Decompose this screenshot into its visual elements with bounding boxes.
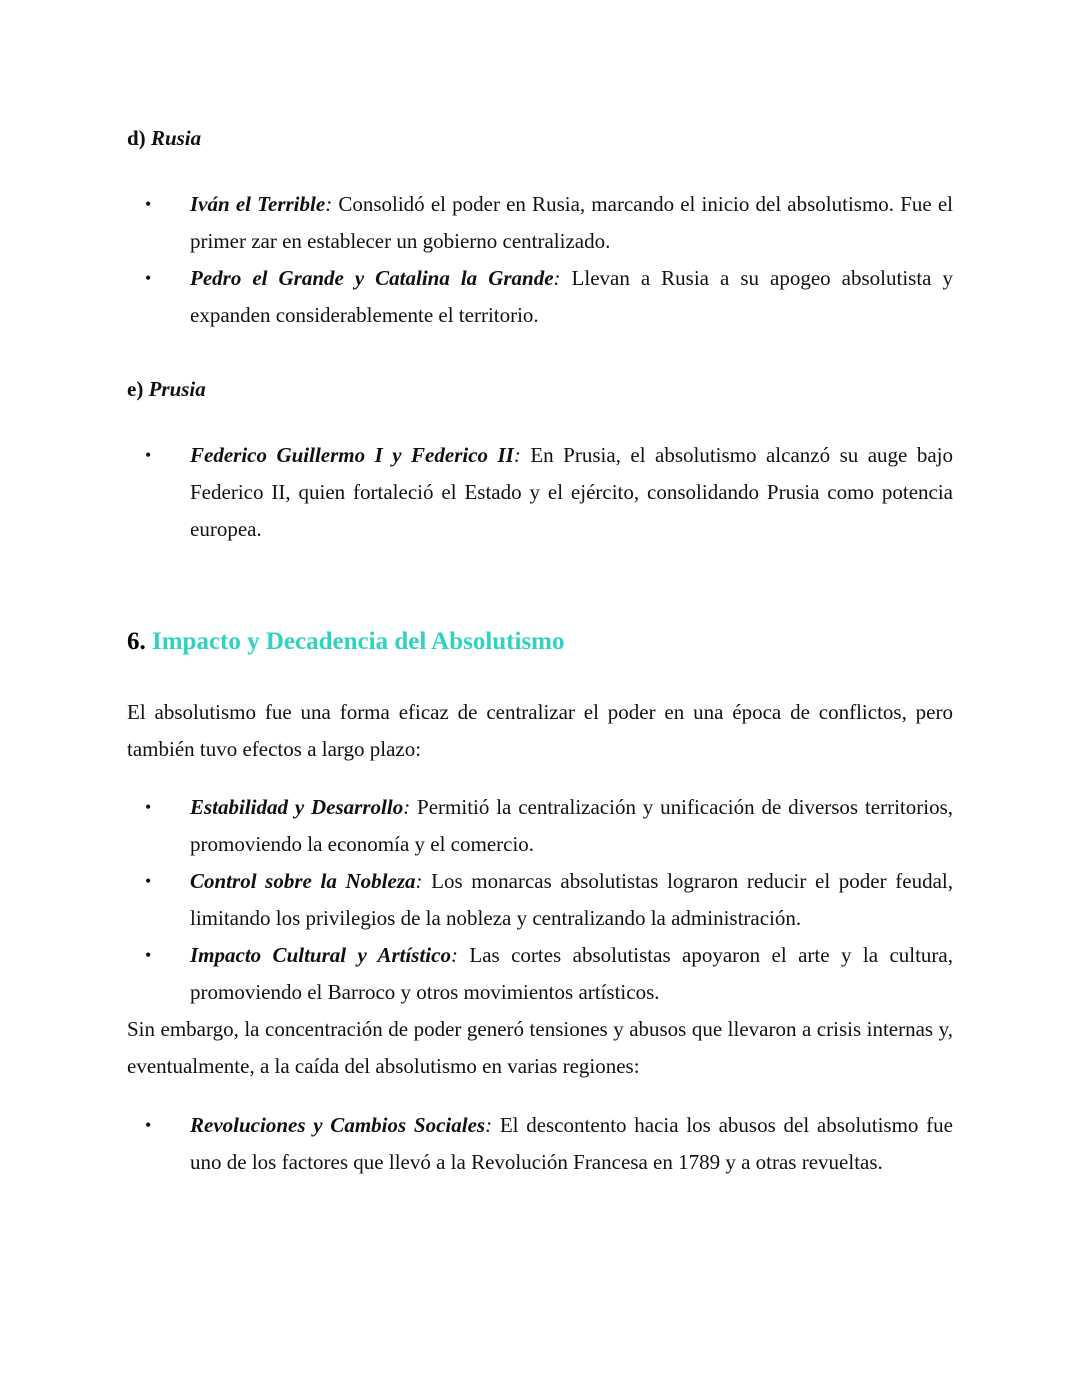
item-colon: : — [553, 266, 561, 290]
subsection-prefix: e) — [127, 377, 144, 401]
subsection-prefix: d) — [127, 126, 146, 150]
prusia-list — [127, 437, 953, 548]
item-term: Impacto Cultural y Artístico — [190, 943, 451, 967]
bullet-icon: • — [145, 871, 152, 891]
section-heading — [127, 628, 565, 656]
bullet-icon: • — [145, 445, 152, 465]
item-colon: : — [485, 1113, 493, 1137]
subsection-label: Prusia — [148, 377, 206, 401]
heading-number: 6. — [127, 628, 146, 655]
list-item — [127, 863, 953, 937]
bullet-icon: • — [145, 1115, 152, 1135]
item-colon: : — [513, 443, 521, 467]
bullet-icon: • — [145, 268, 152, 288]
effects-list — [127, 789, 953, 1011]
item-text: Los monarcas absolutistas lograron reducir el poder feudal, limitando los privilegios de la nobleza y centralizando la administración. — [190, 869, 953, 930]
decline-list — [127, 1107, 953, 1181]
item-text: En Prusia, el absolutismo alcanzó su auge bajo Federico II, quien fortaleció el Estado y el ejército, consolidando Prusia como potencia europea. — [190, 443, 953, 541]
item-colon: : — [450, 943, 458, 967]
subsection-prusia — [127, 377, 206, 402]
list-item — [127, 186, 953, 260]
bullet-icon: • — [145, 194, 152, 214]
bullet-icon: • — [145, 797, 152, 817]
item-text: Las cortes absolutistas apoyaron el arte y la cultura, promoviendo el Barroco y otros movimientos artísticos. — [190, 943, 953, 1004]
subsection-rusia — [127, 126, 201, 151]
list-item — [127, 937, 953, 1011]
item-text: Consolidó el poder en Rusia, marcando el inicio del absolutismo. Fue el primer zar en establecer un gobierno centralizado. — [190, 192, 953, 253]
transition-paragraph: Sin embargo, la concentración de poder generó tensiones y abusos que llevaron a crisis internas y, eventualmente, a la caída del absolutismo en varias regiones: — [127, 1017, 953, 1078]
intro-paragraph: El absolutismo fue una forma eficaz de centralizar el poder en una época de conflictos, pero también tuvo efectos a largo plazo: — [127, 700, 953, 761]
item-text: Permitió la centralización y unificación de diversos territorios, promoviendo la economía y el comercio. — [190, 795, 954, 856]
item-colon: : — [415, 869, 423, 893]
item-term: Iván el Terrible — [190, 192, 326, 216]
subsection-label: Rusia — [150, 126, 202, 150]
bullet-icon: • — [145, 945, 152, 965]
item-term: Federico Guillermo I y Federico II — [190, 443, 514, 467]
rusia-list — [127, 186, 953, 334]
item-colon: : — [403, 795, 411, 819]
list-item — [127, 1107, 953, 1181]
item-colon: : — [325, 192, 333, 216]
list-item — [127, 437, 953, 548]
item-term: Control sobre la Nobleza — [190, 869, 416, 893]
item-term: Revoluciones y Cambios Sociales — [190, 1113, 486, 1137]
list-item — [127, 260, 953, 334]
heading-title: Impacto y Decadencia del Absolutismo — [152, 628, 565, 655]
list-item — [127, 789, 953, 863]
item-text: Llevan a Rusia a su apogeo absolutista y expanden considerablemente el territorio. — [190, 266, 953, 327]
item-text: El descontento hacia los abusos del absolutismo fue uno de los factores que llevó a la Revolución Francesa en 1789 y a otras revueltas. — [190, 1113, 953, 1174]
item-term: Estabilidad y Desarrollo — [190, 795, 404, 819]
item-term: Pedro el Grande y Catalina la Grande — [190, 266, 554, 290]
